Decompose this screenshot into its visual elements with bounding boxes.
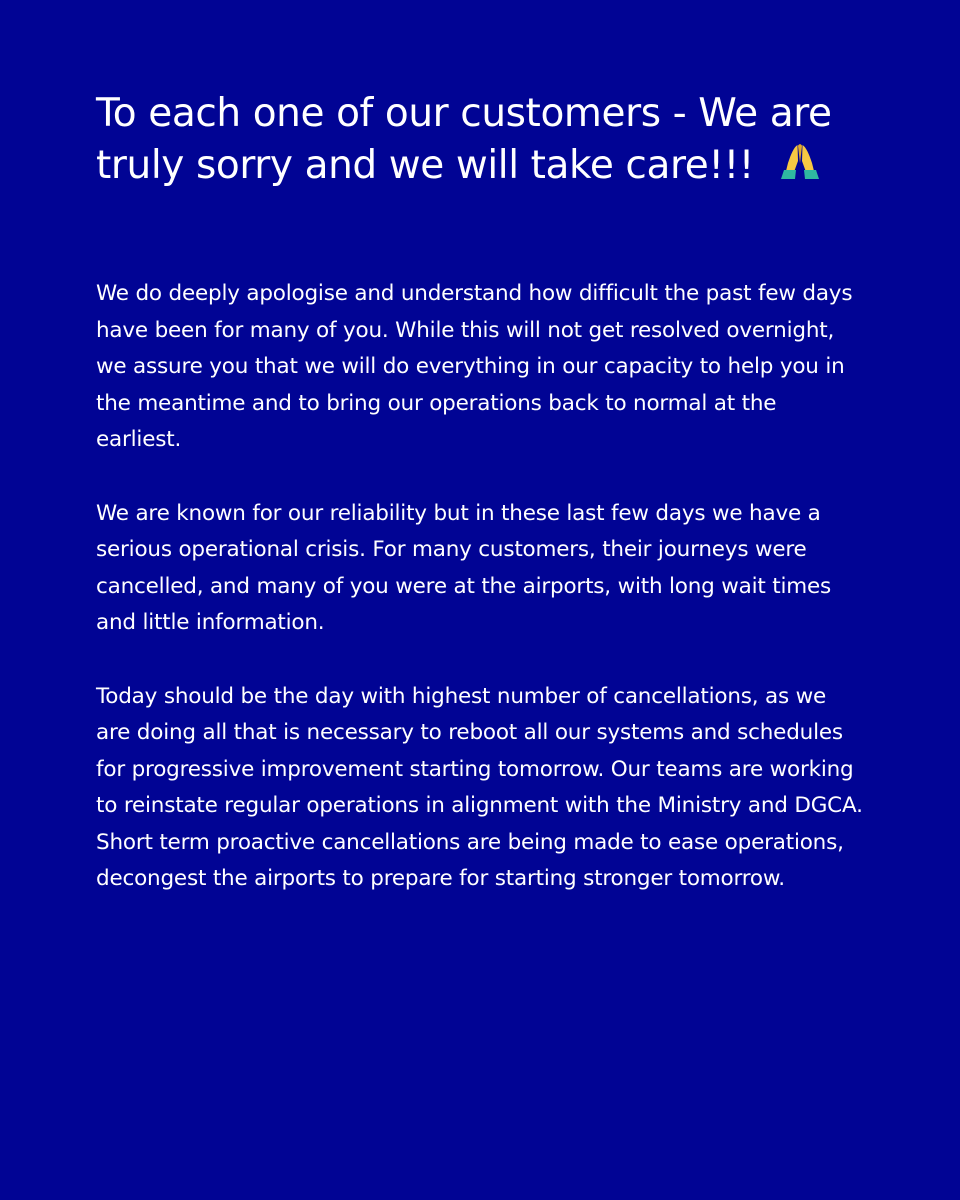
post-title (96, 88, 866, 192)
paragraph-apology: We do deeply apologise and understand how difficult the past few days have been for many of you. While this will not get resolved overnight, we assure you that we will do everything in our capacity to help you in the meantime and to bring our operations back to normal at the earliest. (96, 281, 853, 452)
paragraph-crisis: We are known for our reliability but in these last few days we have a serious operational crisis. For many customers, their journeys were cancelled, and many of you were at the airports, with long wait times and little information. (96, 500, 832, 635)
post-title-text: To each one of our customers - We are truly sorry and we will take care!!! (96, 91, 832, 188)
folded-hands-icon (776, 141, 824, 181)
paragraph-recovery-plan: Today should be the day with highest number of cancellations, as we are doing all that is necessary to reboot all our systems and schedules for progressive improvement starting tomorrow. Our teams are working to reinstate regular operations in alignment with the Ministry and DGCA. Short term proactive cancellations are being made to ease operations, decongest the airports to prepare for starting stronger tomorrow. (96, 683, 863, 891)
post-body (96, 276, 866, 898)
